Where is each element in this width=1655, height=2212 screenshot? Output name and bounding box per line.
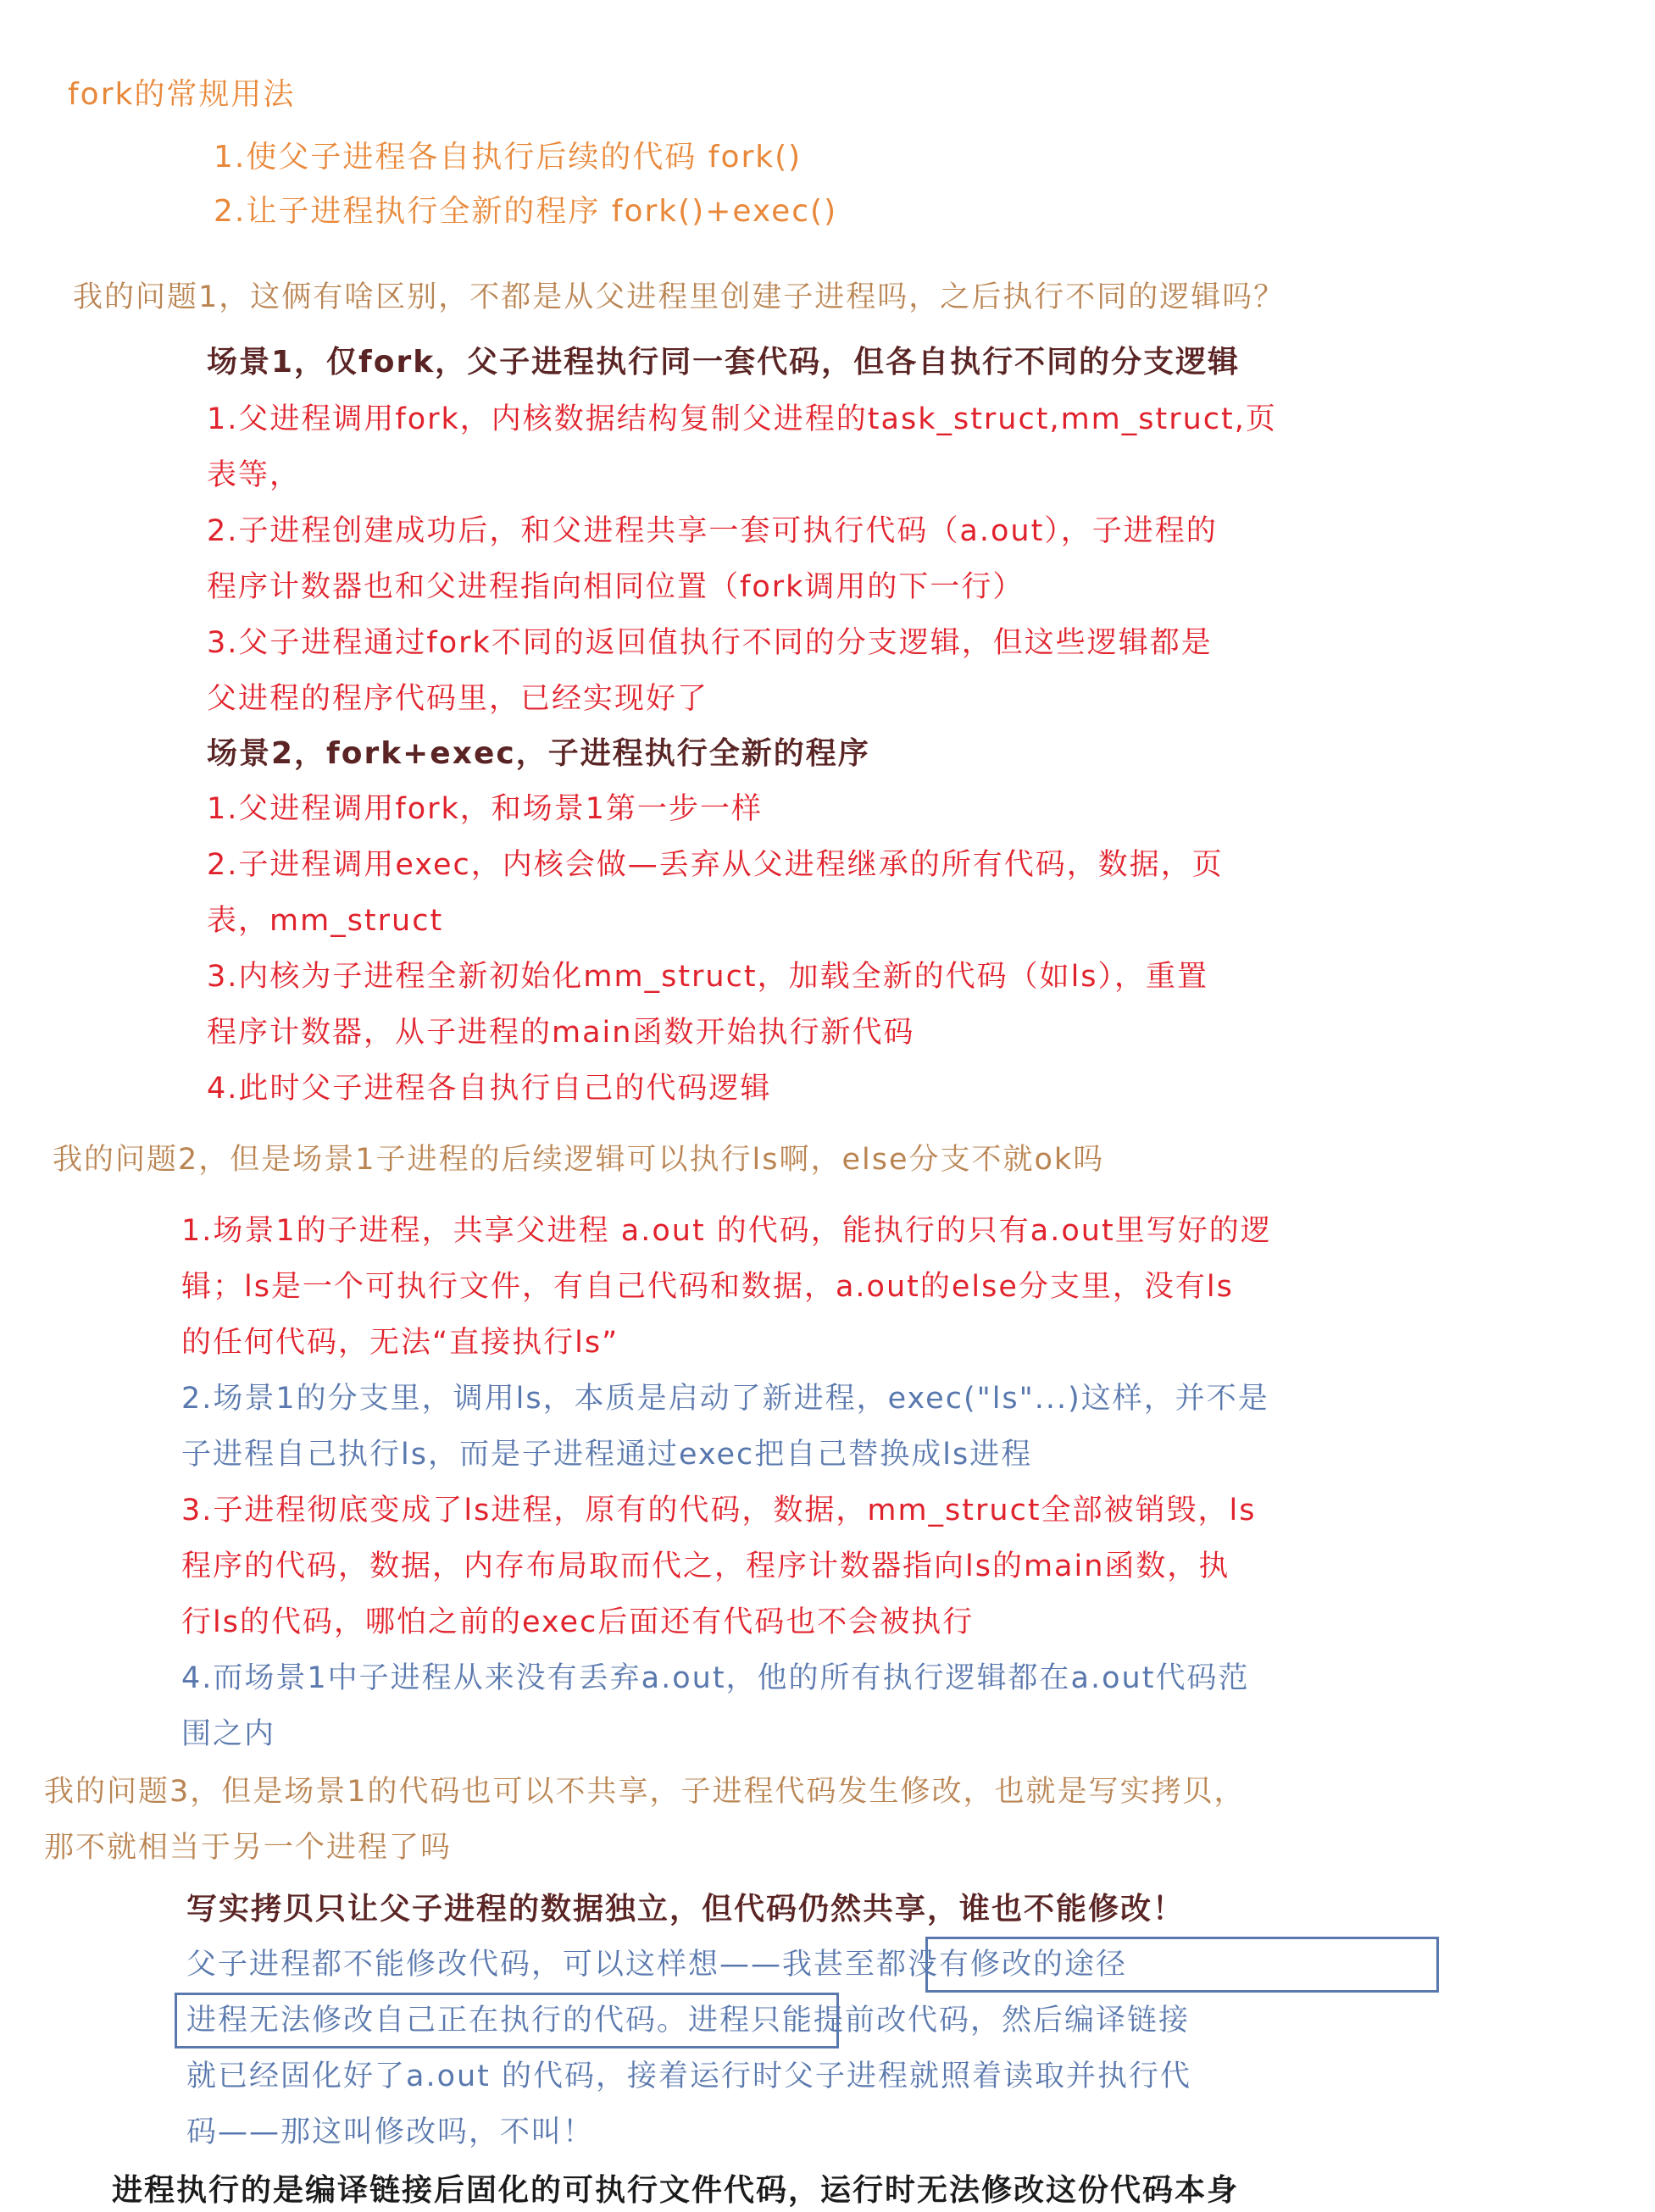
answer-3-summary: 写实拷贝只让父子进程的数据独立，但代码仍然共享，谁也不能修改！: [186, 1892, 1186, 1926]
answer-2-point-4-cont: 围之内: [181, 1717, 276, 1751]
scenario-1-step-3: 3.父子进程通过fork不同的返回值执行不同的分支逻辑，但这些逻辑都是: [207, 626, 1213, 660]
scenario-2-step-2: 2.子进程调用exec，内核会做—丢弃从父进程继承的所有代码，数据，页: [207, 848, 1224, 882]
answer-2-point-1-cont-a: 辑；ls是一个可执行文件，有自己代码和数据，a.out的else分支里，没有ls: [181, 1270, 1234, 1304]
answer-3-line-4: 码——那这叫修改吗，不叫！: [186, 2115, 595, 2149]
scenario-2-step-1: 1.父进程调用fork，和场景1第一步一样: [207, 792, 764, 826]
question-1: 我的问题1，这俩有啥区别，不都是从父进程里创建子进程吗，之后执行不同的逻辑吗？: [73, 280, 1286, 314]
scenario-1-step-2: 2.子进程创建成功后，和父进程共享一套可执行代码（a.out），子进程的: [207, 514, 1218, 548]
scenario-1-step-2-cont: 程序计数器也和父进程指向相同位置（fork调用的下一行）: [207, 570, 1025, 604]
scenario-1-heading: 场景1，仅fork，父子进程执行同一套代码，但各自执行不同的分支逻辑: [207, 345, 1241, 380]
scenario-2-step-3: 3.内核为子进程全新初始化mm_struct，加载全新的代码（如ls），重置: [207, 960, 1209, 994]
answer-2-point-3: 3.子进程彻底变成了ls进程，原有的代码，数据，mm_struct全部被销毁，ls: [181, 1494, 1257, 1527]
question-2: 我的问题2，但是场景1子进程的后续逻辑可以执行ls啊，else分支不就ok吗: [53, 1143, 1105, 1177]
answer-2-point-3-cont-b: 行ls的代码，哪怕之前的exec后面还有代码也不会被执行: [181, 1605, 975, 1639]
highlight-box-lower: [175, 1993, 839, 2048]
usage-1: 1.使父子进程各自执行后续的代码 fork(): [214, 140, 803, 175]
note-title: fork的常规用法: [68, 77, 296, 112]
answer-3-line-1: 父子进程都不能修改代码，可以这样想——我甚至都没有修改的途径: [186, 1948, 1128, 1982]
scenario-1-step-3-cont: 父进程的程序代码里，已经实现好了: [207, 682, 709, 716]
answer-3-line-3: 就已经固化好了a.out 的代码，接着运行时父子进程就照着读取并执行代: [186, 2060, 1192, 2093]
scenario-2-step-3-cont: 程序计数器，从子进程的main函数开始执行新代码: [207, 1016, 915, 1050]
answer-2-point-3-cont-a: 程序的代码，数据，内存布局取而代之，程序计数器指向ls的main函数，执: [181, 1550, 1230, 1583]
highlight-box-upper: [925, 1937, 1439, 1993]
answer-3-line-2: 进程无法修改自己正在执行的代码。进程只能提前改代码，然后编译链接: [186, 2004, 1191, 2037]
answer-2-point-2-cont: 子进程自己执行ls，而是子进程通过exec把自己替换成ls进程: [181, 1438, 1033, 1472]
answer-2-point-4: 4.而场景1中子进程从来没有丢弃a.out，他的所有执行逻辑都在a.out代码范: [181, 1661, 1250, 1695]
answer-2-point-1: 1.场景1的子进程，共享父进程 a.out 的代码，能执行的只有a.out里写好的逻: [181, 1214, 1272, 1248]
scenario-1-step-1-cont: 表等，: [207, 458, 302, 492]
scenario-2-step-4: 4.此时父子进程各自执行自己的代码逻辑: [207, 1072, 772, 1106]
answer-2-point-1-cont-b: 的任何代码，无法“直接执行ls”: [181, 1326, 619, 1360]
question-3-cont: 那不就相当于另一个进程了吗: [44, 1831, 453, 1865]
conclusion: 进程执行的是编译链接后固化的可执行文件代码，运行时无法修改这份代码本身: [112, 2173, 1240, 2208]
scenario-2-step-2-cont: 表，mm_struct: [207, 904, 444, 938]
scenario-2-heading: 场景2，fork+exec，子进程执行全新的程序: [207, 736, 870, 771]
question-3: 我的问题3，但是场景1的代码也可以不共享，子进程代码发生修改，也就是写实拷贝，: [44, 1775, 1246, 1809]
scenario-1-step-1: 1.父进程调用fork，内核数据结构复制父进程的task_struct,mm_struct,页: [207, 402, 1277, 436]
usage-2: 2.让子进程执行全新的程序 fork()+exec(): [214, 194, 838, 229]
answer-2-point-2: 2.场景1的分支里，调用ls，本质是启动了新进程，exec("ls"...)这样，并不是: [181, 1382, 1269, 1416]
